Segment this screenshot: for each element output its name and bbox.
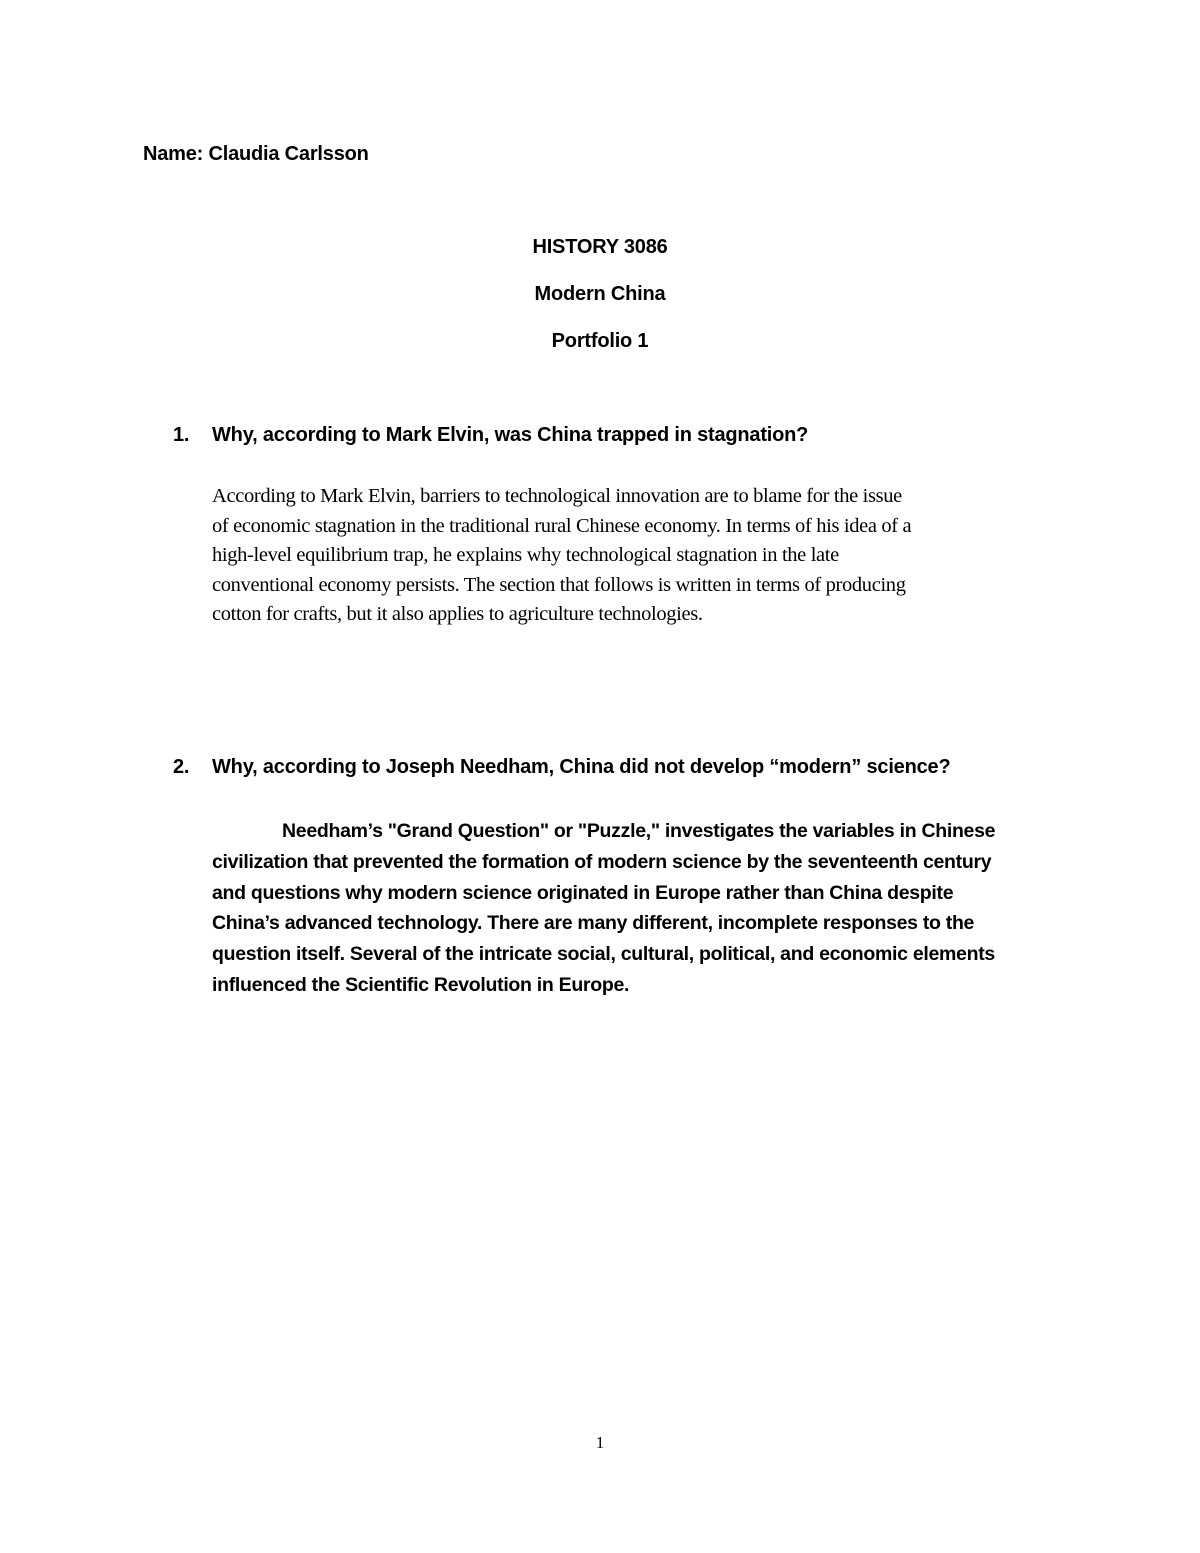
answer-2	[212, 816, 1082, 1001]
answer-line: question itself. Several of the intricate social, cultural, political, and economic elements	[212, 943, 995, 966]
answer-line: and questions why modern science originated in Europe rather than China despite	[212, 881, 954, 904]
answer-line: According to Mark Elvin, barriers to technological innovation are to blame for the issue	[212, 485, 902, 507]
answer-line: Needham’s "Grand Question" or "Puzzle," investigates the variables in Chinese	[282, 820, 996, 842]
answer-line: cotton for crafts, but it also applies to agriculture technologies.	[212, 603, 703, 626]
answer-1	[212, 482, 1082, 630]
question-1	[173, 424, 808, 447]
answer-line: civilization that prevented the formation of modern science by the seventeenth century	[212, 850, 992, 873]
question-text: Why, according to Joseph Needham, China did not develop “modern” science?	[212, 756, 951, 778]
answer-line: China’s advanced technology. There are many different, incomplete responses to the	[212, 912, 975, 935]
question-number: 2.	[173, 756, 190, 778]
course-title: Modern China	[534, 283, 666, 305]
student-name: Name: Claudia Carlsson	[143, 143, 369, 165]
question-text: Why, according to Mark Elvin, was China trapped in stagnation?	[212, 424, 809, 446]
answer-line: of economic stagnation in the traditional rural Chinese economy. In terms of his idea of a	[212, 514, 912, 537]
page-number: 1	[595, 1433, 605, 1452]
answer-line: conventional economy persists. The section that follows is written in terms of producing	[212, 573, 906, 596]
assignment-title: Portfolio 1	[551, 330, 649, 352]
answer-line: high-level equilibrium trap, he explains why technological stagnation in the late	[212, 544, 839, 567]
question-number: 1.	[173, 424, 190, 446]
answer-line: influenced the Scientific Revolution in Europe.	[212, 973, 630, 996]
question-2	[173, 756, 950, 779]
course-code: HISTORY 3086	[532, 236, 668, 258]
